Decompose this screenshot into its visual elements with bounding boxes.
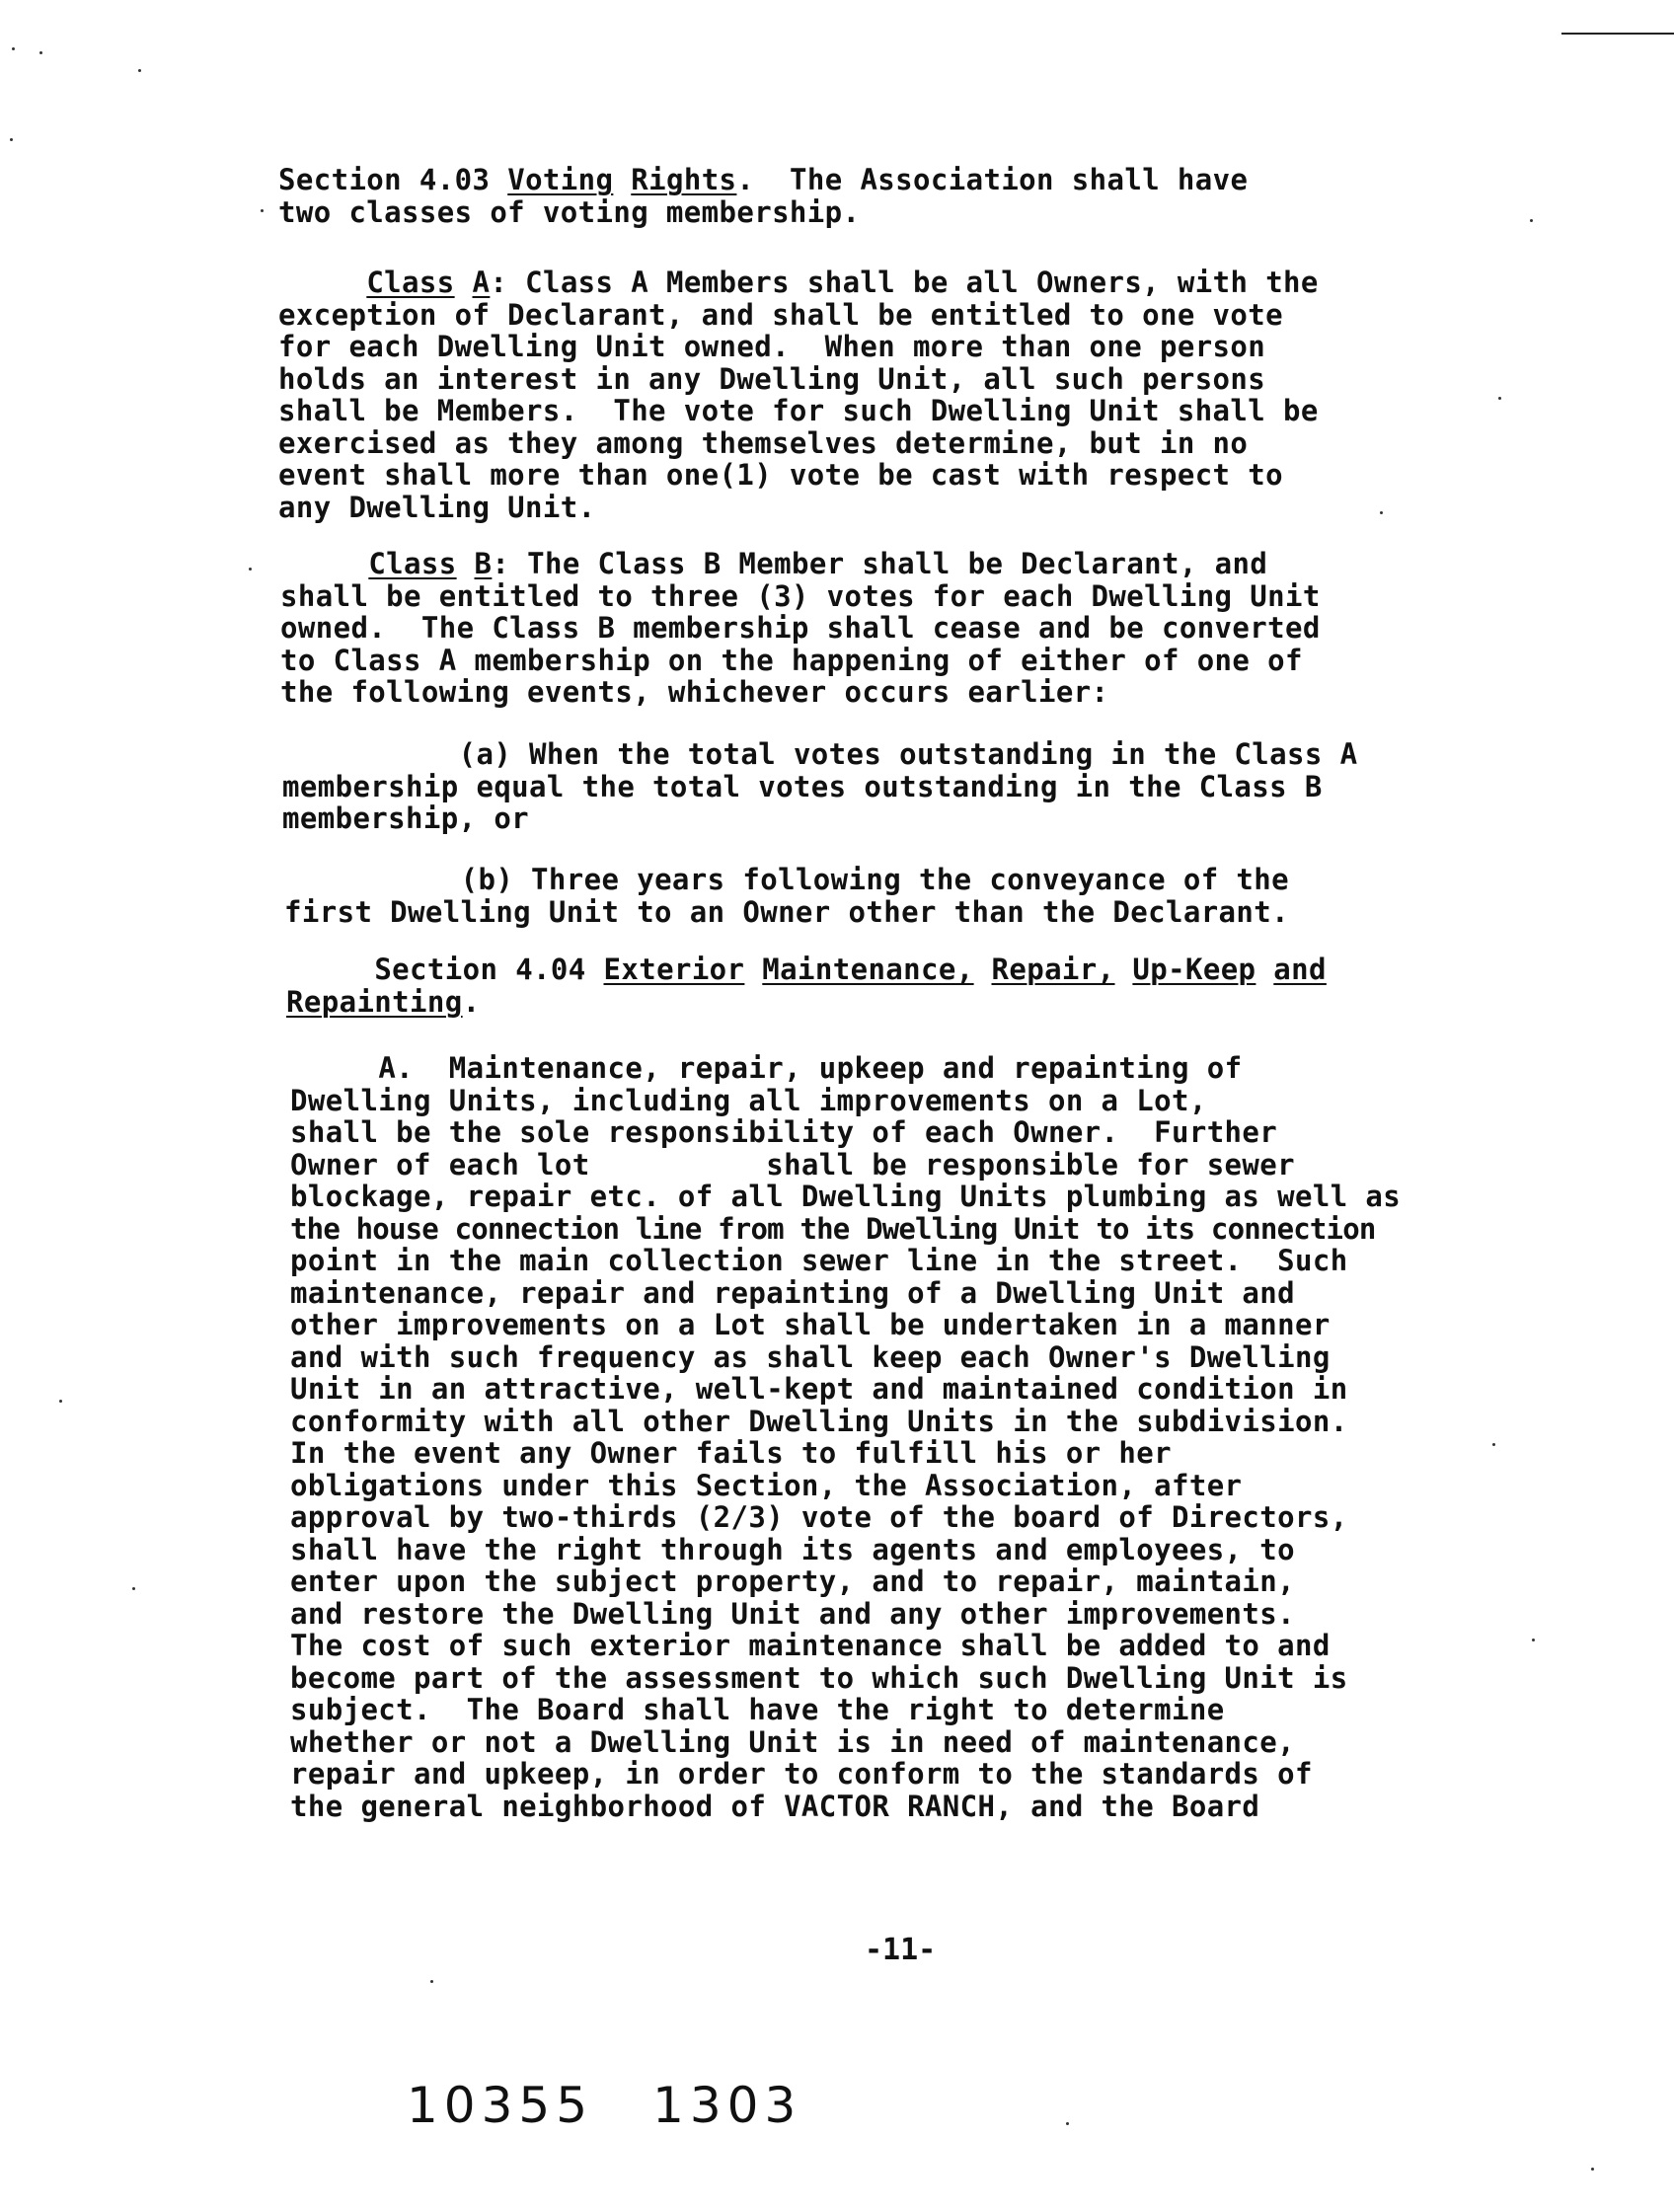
scan-speck	[249, 568, 252, 571]
scan-speck	[1530, 219, 1533, 222]
class-b-paragraph	[280, 548, 1321, 709]
text-line: holds an interest in any Dwelling Unit, all such persons	[278, 361, 1266, 396]
item-b	[284, 864, 1289, 928]
scan-speck	[1591, 2168, 1594, 2171]
text-line: Owner of each lot shall be responsible for sewer	[290, 1147, 1295, 1182]
scan-speck	[1380, 511, 1383, 514]
scan-speck	[261, 209, 264, 212]
section-4-03	[278, 164, 1248, 196]
item-a	[282, 738, 1357, 835]
text-line: blockage, repair etc. of all Dwelling Units plumbing as well as	[290, 1180, 1402, 1213]
text-line: other improvements on a Lot shall be undertaken in a manner	[290, 1308, 1331, 1341]
section-4-03-line2: two classes of voting membership.	[278, 195, 861, 229]
scan-speck	[132, 1587, 135, 1590]
text-line: the general neighborhood of VACTOR RANCH, and the Board	[290, 1789, 1260, 1823]
page-stamp-number: 1303	[652, 2077, 802, 2134]
scan-speck	[1532, 1639, 1535, 1641]
voting-word: Voting	[507, 163, 614, 196]
scan-speck	[1492, 1443, 1495, 1446]
scan-speck	[39, 51, 42, 54]
text-line: A. Maintenance, repair, upkeep and repainting of	[378, 1051, 1243, 1085]
scan-speck	[59, 1400, 62, 1403]
text-line: point in the main collection sewer line in the street. Such	[290, 1244, 1348, 1277]
text-line: owned. The Class B membership shall cease and be converted	[280, 611, 1321, 645]
text-line: for each Dwelling Unit owned. When more than one person	[278, 330, 1266, 363]
text-line: membership, or	[282, 801, 530, 835]
scan-speck	[430, 1980, 433, 1983]
text-line: first Dwelling Unit to an Owner other than the Declarant.	[284, 894, 1289, 929]
text-line: Unit in an attractive, well-kept and maintained condition in	[290, 1372, 1348, 1406]
text-line: approval by two-thirds (2/3) vote of the board of Directors,	[290, 1500, 1348, 1534]
scan-speck	[138, 69, 141, 72]
text-line: membership equal the total votes outstanding in the Class B	[282, 769, 1323, 803]
page-number: -11-	[865, 1933, 937, 1967]
class-a-first-line: Class A: Class A Members shall be all Owners, with the	[366, 266, 1319, 299]
text-line: exercised as they among themselves determine, but in no	[278, 425, 1249, 460]
text-line: repair and upkeep, in order to conform to the standards of	[290, 1757, 1313, 1791]
scan-speck	[10, 138, 13, 141]
text-line: obligations under this Section, the Association, after	[290, 1468, 1243, 1502]
rights-word: Rights	[631, 163, 737, 196]
section-4-04-heading: Section 4.04 Exterior Maintenance, Repair, Up-Keep and Repainting.	[286, 953, 1327, 1019]
text-line: (a) When the total votes outstanding in the Class A	[458, 737, 1358, 771]
text-line: shall be entitled to three (3) votes for each Dwelling Unit	[280, 578, 1321, 613]
text-line: Dwelling Units, including all improvements on a Lot,	[290, 1083, 1207, 1117]
scan-speck	[1066, 2122, 1069, 2125]
text-line: conformity with all other Dwelling Units in the subdivision.	[290, 1404, 1348, 1438]
text-line: In the event any Owner fails to fulfill his or her	[290, 1436, 1172, 1470]
text-line: become part of the assessment to which such Dwelling Unit is	[290, 1660, 1348, 1695]
text-line: subject. The Board shall have the right to determine	[290, 1693, 1225, 1726]
class-b-first-line: Class B: The Class B Member shall be Declarant, and	[368, 547, 1268, 580]
text-line: whether or not a Dwelling Unit is in need of maintenance,	[290, 1724, 1295, 1759]
scan-speck	[12, 47, 15, 50]
text-line: and restore the Dwelling Unit and any other improvements.	[290, 1596, 1295, 1631]
recording-stamp	[407, 2077, 861, 2134]
text-line: any Dwelling Unit.	[278, 490, 596, 524]
book-number: 10355	[407, 2077, 594, 2134]
text-line: The cost of such exterior maintenance shall be added to and	[290, 1629, 1331, 1662]
text-line: event shall more than one(1) vote be cast with respect to	[278, 458, 1283, 492]
text-line: the following events, whichever occurs earlier:	[280, 675, 1109, 709]
text-line: to Class A membership on the happening of either of one of	[280, 643, 1303, 677]
text-line: shall be the sole responsibility of each Owner. Further	[290, 1115, 1278, 1149]
text-line: exception of Declarant, and shall be entitled to one vote	[278, 297, 1283, 332]
text-line: (b) Three years following the conveyance of the	[460, 863, 1290, 896]
text-line: shall have the right through its agents and employees, to	[290, 1532, 1295, 1566]
text-line: shall be Members. The vote for such Dwelling Unit shall be	[278, 394, 1319, 427]
text-line: enter upon the subject property, and to repair, maintain,	[290, 1564, 1295, 1598]
text-line: the house connection line from the Dwelling Unit to its connection	[290, 1211, 1376, 1246]
text-line: maintenance, repair and repainting of a Dwelling Unit and	[290, 1275, 1295, 1310]
paragraph-a	[290, 1052, 1401, 1822]
scan-speck	[1498, 397, 1501, 400]
text-line: and with such frequency as shall keep each Owner's Dwelling	[290, 1339, 1331, 1374]
section-4-03-heading: Section 4.03 Voting Rights. The Association shall have	[278, 163, 1249, 196]
class-a-paragraph	[278, 267, 1319, 523]
corner-rule	[1561, 33, 1674, 35]
